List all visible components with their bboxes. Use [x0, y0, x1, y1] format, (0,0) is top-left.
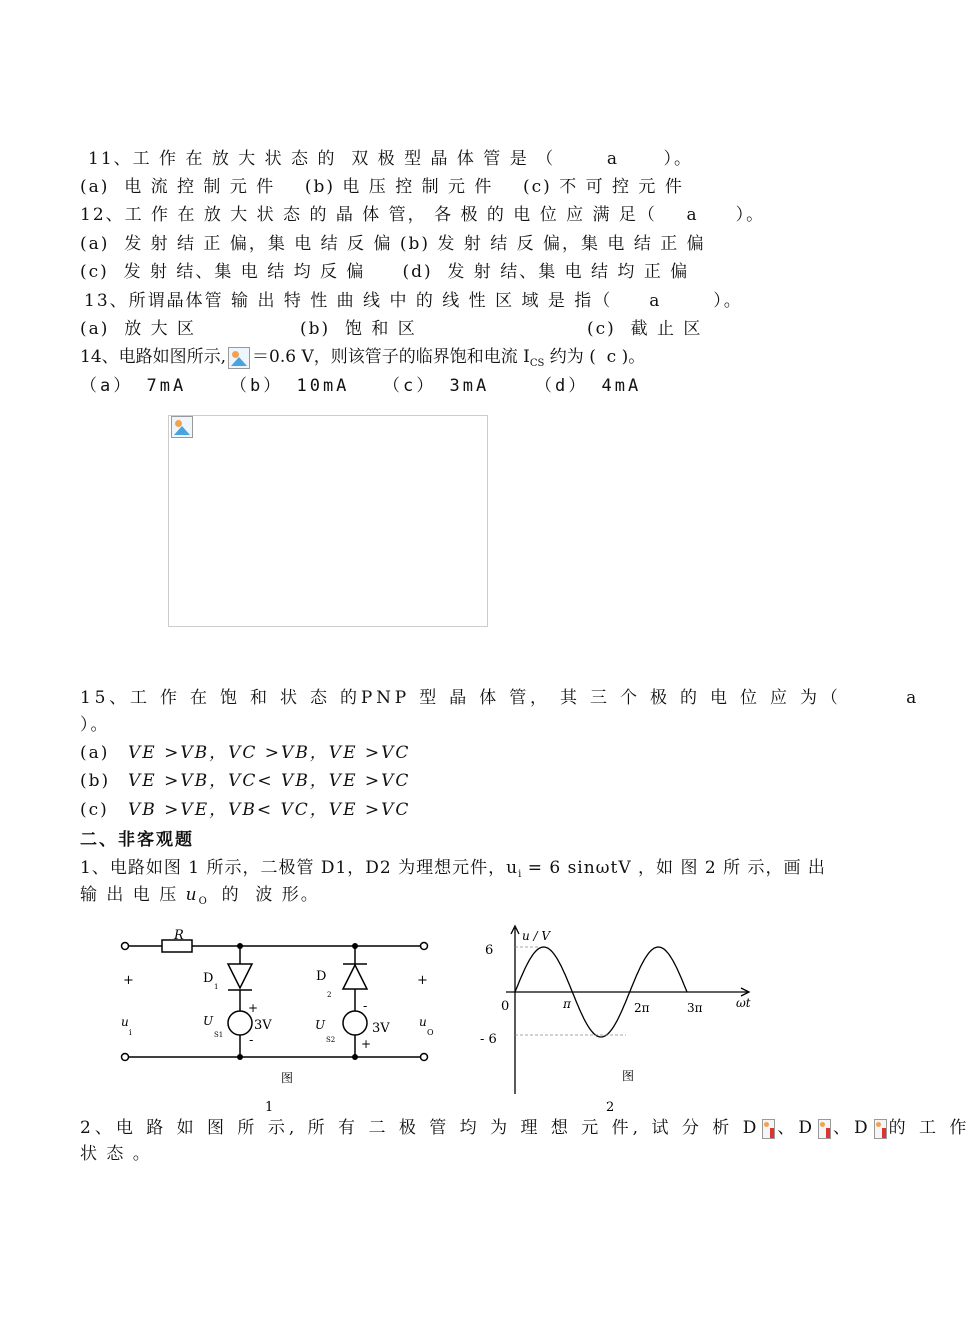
y-tick-negative: - 6: [480, 1032, 497, 1047]
q12-stem: 12、工 作 在 放 大 状 态 的 晶 体 管， 各 极 的 电 位 应 满 足（ a ）。: [80, 205, 766, 225]
x-tick-3pi: 3π: [687, 1001, 703, 1015]
figure1-diode-circuit: [110, 922, 450, 1115]
input-voltage-label: u: [121, 1015, 129, 1029]
figure1-caption: 图: [281, 1071, 294, 1085]
diode1-sub: 1: [214, 983, 219, 991]
broken-image-icon: [228, 347, 250, 369]
problem2-line2: 状 态 。: [80, 1144, 152, 1164]
q12-option-line1: (a) 发 射 结 正 偏，集 电 结 反 偏 (b) 发 射 结 反 偏，集 电 结 正 偏: [80, 234, 706, 254]
source1-minus: -: [249, 1033, 254, 1048]
q14-stem: 14、电路如图所示, ＝0.6 V，则该管子的临界饱和电流 $I_{CS}$ 约为 ( c )。: [80, 347, 646, 369]
q13-option-a: (a) 放 大 区: [80, 319, 197, 339]
source2-plus: +: [361, 1037, 372, 1051]
y-axis-label: u / V: [522, 929, 551, 943]
output-plus: +: [417, 973, 428, 988]
x-tick-2pi: 2π: [634, 1001, 650, 1015]
input-plus: +: [123, 973, 134, 988]
output-voltage-label: u: [419, 1015, 427, 1029]
q13-option-b: (b) 饱 和 区: [300, 319, 417, 339]
diode2-sub: 2: [327, 991, 332, 999]
q14-circuit-figure-placeholder: [168, 415, 488, 627]
source1-plus: +: [248, 1001, 259, 1015]
y-tick-positive: 6: [485, 943, 494, 958]
diode-image-icon: [874, 1119, 887, 1139]
source2-label: U: [315, 1018, 326, 1032]
input-voltage-sub: i: [129, 1028, 132, 1037]
q13-stem: 13、所谓晶体管 输 出 特 性 曲 线 中 的 线 性 区 域 是 指（ a ）。: [84, 291, 743, 311]
q15-stem-continued: ）。: [80, 715, 110, 735]
q14-option-d: （d） 4mA: [535, 376, 642, 396]
q15-option-a-label: (a): [80, 743, 110, 763]
q15-option-c: VB >VE，VB< VC，VE >VC: [128, 800, 411, 820]
broken-image-icon: [171, 416, 193, 438]
q14-option-c: （c） 3mA: [383, 376, 490, 396]
x-tick-pi: π: [563, 997, 571, 1011]
section-heading: 二、非客观题: [80, 830, 194, 850]
q12-option-line2: (c) 发 射 结、集 电 结 均 反 偏 (d) 发 射 结、集 电 结 均 正 偏: [80, 262, 690, 282]
source1-sub: S1: [214, 1031, 224, 1039]
figure1-number: 1: [265, 1100, 274, 1115]
q15-option-b-label: (b): [80, 771, 111, 791]
source2-voltage: 3V: [372, 1021, 390, 1036]
output-voltage-sub: O: [427, 1028, 434, 1037]
diode-image-icon: [762, 1119, 775, 1139]
resistor-label: R: [174, 928, 184, 943]
diode2-label: D: [316, 969, 327, 984]
q11-stem: 11、工 作 在 放 大 状 态 的 双 极 型 晶 体 管 是 （ a ）。: [88, 149, 693, 169]
source1-voltage: 3V: [254, 1018, 272, 1033]
q11-options: (a) 电 流 控 制 元 件 (b) 电 压 控 制 元 件 (c) 不 可 控 元 件: [80, 177, 684, 197]
q15-option-a: VE >VB，VC >VB，VE >VC: [128, 743, 411, 763]
figure2-input-waveform: [476, 922, 766, 1115]
figure2-number: 2: [606, 1100, 615, 1115]
q15-stem: 15、工 作 在 饱 和 状 态 的PNP 型 晶 体 管， 其 三 个 极 的 电 位 应 为（ a: [80, 688, 921, 708]
problem1-line2: 输 出 电 压 $u_O$ 的 波 形。: [80, 885, 320, 907]
source1-label: U: [203, 1014, 214, 1028]
q13-option-c: (c) 截 止 区: [587, 319, 703, 339]
q14-option-b: （b） 10mA: [230, 376, 350, 396]
x-axis-label: ωt: [736, 996, 751, 1010]
source2-sub: S2: [326, 1036, 336, 1044]
q15-option-c-label: (c): [80, 800, 109, 820]
problem2-line1: 2、电 路 如 图 所 示, 所 有 二 极 管 均 为 理 想 元 件, 试 分 析 D 、D 、D 的 工 作: [80, 1118, 970, 1138]
q15-option-b: VE >VB，VC< VB，VE >VC: [128, 771, 411, 791]
origin-label: 0: [501, 999, 510, 1014]
figure2-caption: 图: [622, 1069, 635, 1083]
diode-image-icon: [818, 1119, 831, 1139]
q14-option-a: （a） 7mA: [80, 376, 187, 396]
problem1-line1: 1、电路如图 1 所示，二极管 D1，D2 为理想元件，$u_i = 6$ sinωtV ，如 图 2 所 示，画 出: [80, 858, 826, 880]
diode1-label: D: [203, 971, 214, 986]
source2-minus: -: [363, 999, 368, 1014]
